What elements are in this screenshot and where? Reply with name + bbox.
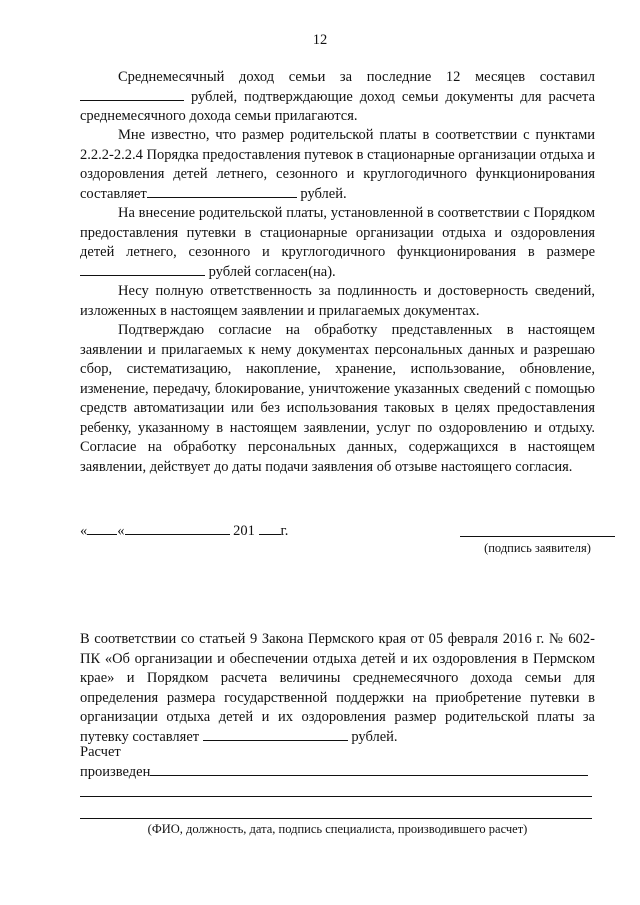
- income-text-2: рублей, подтверждающие доход семьи документы для расчета среднемесячного дохода семьи прилагаются.: [80, 88, 596, 124]
- parent-fee-text-2: рублей.: [300, 185, 347, 202]
- consent-fee-paragraph: [80, 204, 595, 282]
- calc-produced-blank: [150, 763, 588, 776]
- page-number: 12: [312, 32, 328, 48]
- calc-produced-label: произведен: [80, 764, 151, 780]
- date-quote-open: «: [80, 523, 88, 539]
- consent-fee-text-2: рублей согласен(на).: [208, 263, 336, 280]
- parent-fee-paragraph: [80, 126, 595, 204]
- income-paragraph: [80, 68, 595, 127]
- calc-label-row: Расчет: [80, 744, 121, 760]
- parent-fee-text: Мне известно, что размер родительской платы в соответствии с пунктами 2.2.2-2.2.4 Порядка предоставления путевок в стационарные организации отдыха и оздоровления детей летнего, сезонного и круглогодичного функционирования составляет: [80, 127, 595, 202]
- signature-caption: (подпись заявителя): [484, 541, 591, 555]
- income-blank: [80, 88, 184, 101]
- calc-produced-row: [80, 763, 595, 783]
- income-text: Среднемесячный доход семьи за последние 12 месяцев составил: [118, 69, 595, 85]
- date-quote-close: «: [117, 523, 125, 539]
- date-day-blank: [87, 522, 117, 535]
- date-year-prefix: 201: [233, 523, 255, 539]
- law-blank: [203, 728, 348, 741]
- consent-fee-text: На внесение родительской платы, установленной в соответствии с Порядком предоставления путевки в стационарные организации отдыха и оздоровления детей летнего, сезонного и круглогодичного функционирования в размере: [80, 205, 595, 260]
- calc-line-2: [80, 796, 592, 797]
- date-month-blank: [125, 522, 230, 535]
- responsibility-paragraph: Несу полную ответственность за подлинность и достоверность сведений, изложенных в настоящем заявлении и прилагаемых документах.: [80, 283, 595, 319]
- date-year-suffix: г.: [280, 523, 289, 539]
- signature-line: [460, 536, 615, 537]
- consent-fee-blank: [80, 263, 205, 276]
- law-text-2: рублей.: [351, 728, 398, 745]
- personal-data-paragraph: Подтверждаю согласие на обработку представленных в настоящем заявлении и прилагаемых к нему документах персональных данных и разрешаю сбор, систематизацию, накопление, хранение, использование, обновление, изменение, передачу, блокирование, уничтожение указанных сведений с помощью средств автоматизации или без использования таковых в целях предоставления ребенку, указанному в настоящем заявлении, услуг по оздоровлению и отдыху. Согласие на обработку персональных данных, содержащихся в настоящем заявлении, действует до даты подачи заявления об отзыве настоящего согласия.: [80, 322, 595, 475]
- date-year-blank: [259, 522, 281, 535]
- law-paragraph: [80, 630, 595, 747]
- parent-fee-blank: [147, 185, 297, 198]
- footer-caption: (ФИО, должность, дата, подпись специалиста, производившего расчет): [147, 822, 528, 836]
- calc-line-3: [80, 818, 592, 819]
- date-line: [80, 522, 288, 542]
- law-text: В соответствии со статьей 9 Закона Пермского края от 05 февраля 2016 г. № 602-ПК «Об организации и обеспечении отдыха детей и их оздоровления в Пермском крае» и Порядком расчета величины среднемесячного дохода семьи для определения размера государственной поддержки на приобретение путевки в организации отдыха детей и их оздоровления размер родительской платы за путевку составляет: [80, 631, 595, 745]
